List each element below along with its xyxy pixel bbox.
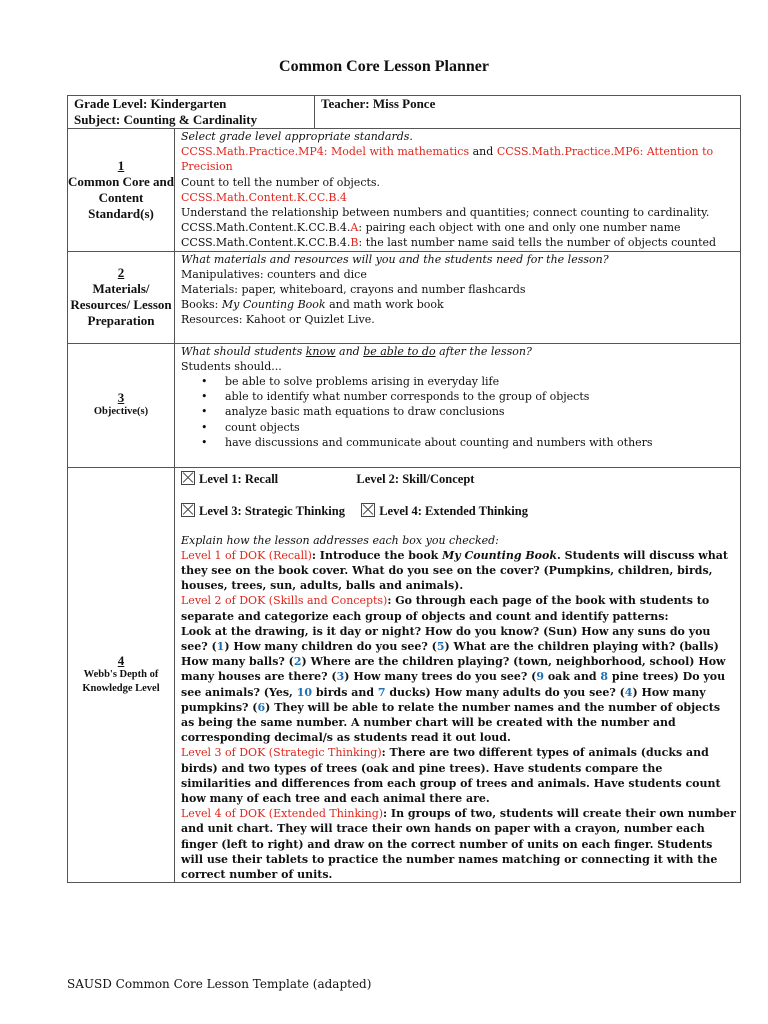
level-2-label: Level 2: Skill/Concept	[356, 471, 475, 486]
grade-level: Grade Level: Kindergarten	[74, 96, 227, 111]
dok-label: Webb's Depth of Knowledge Level	[82, 668, 160, 694]
header-row	[68, 96, 741, 129]
dok-level-1-explanation: Level 1 of DOK (Recall): Introduce the book My Counting Book. Students will discuss what they see on the book cover. What do you see on the cover? (Pumpkins, children, birds, houses, trees, sun, adults, balls and animals).	[181, 548, 728, 593]
level-3-label: Level 3: Strategic Thinking	[199, 503, 345, 518]
teacher-cell	[315, 96, 741, 129]
level-4-checkbox[interactable]	[361, 503, 375, 517]
dok-level-2-questions: Look at the drawing, is it day or night? How do you know? (Sun) How any suns do you see? (1) How many children do you see? (5) What are the children playing with? (balls) How many balls? (2) Where are the children playing? (town, neighborhood, school) How many houses are there? (3) How many trees do you see? (9 oak and 8 pine trees) Do you see animals? (Yes, 10 birds and 7 ducks) How many adults do you see? (4) How many pumpkins? (6) They will be able to relate the number names and the number of objects as being the same number. A number chart will be created with the number and corresponding decimal/s as students read it out loud.	[181, 624, 726, 745]
dok-level-3-explanation: Level 3 of DOK (Strategic Thinking): There are two different types of animals (ducks and birds) and two types of trees (oak and pine trees). Have students compare the similarities and differences from each group of trees and animals. Have students count how many of each tree and each animal there are.	[181, 746, 721, 806]
dok-label-cell	[68, 467, 175, 883]
materials-prompt: What materials and resources will you and the students need for the lesson?	[181, 252, 609, 266]
list-item: • analyze basic math equations to draw conclusions	[201, 404, 736, 419]
list-item: • be able to solve problems arising in everyday life	[201, 374, 736, 389]
standard-b: CCSS.Math.Content.K.CC.B.4.B: the last number name said tells the number of objects counted	[181, 236, 717, 250]
content-standard-code: CCSS.Math.Content.K.CC.B.4	[181, 190, 347, 204]
lesson-plan-table	[67, 95, 741, 883]
dok-row	[68, 467, 741, 883]
materials-number: 2	[117, 265, 125, 281]
objectives-label: Objective(s)	[93, 406, 149, 418]
objectives-list	[181, 374, 736, 450]
dok-number: 4	[117, 652, 125, 668]
grade-subject-cell	[68, 96, 315, 129]
materials-row	[68, 251, 741, 343]
list-item: • have discussions and communicate about counting and numbers with others	[201, 435, 736, 450]
level-3-checkbox[interactable]	[181, 503, 195, 517]
standard-a: CCSS.Math.Content.K.CC.B.4.A: pairing each object with one and only one number name	[181, 221, 681, 235]
level-4-label: Level 4: Extended Thinking	[379, 503, 528, 518]
dok-levels-row-1	[181, 471, 736, 487]
page-title: Common Core Lesson Planner	[279, 58, 489, 75]
practice-standard-2: CCSS.Math.Practice.MP6: Attention to Precision	[181, 145, 714, 174]
standards-content	[175, 129, 741, 252]
list-item: • able to identify what number corresponds to the group of objects	[201, 389, 736, 404]
standards-row	[68, 129, 741, 252]
dok-explain-prompt: Explain how the lesson addresses each box you checked:	[181, 533, 499, 547]
standards-label-cell	[68, 129, 175, 252]
count-line: Count to tell the number of objects.	[181, 175, 381, 189]
standards-label: Common Core and Content Standard(s)	[68, 173, 174, 221]
dok-level-4-explanation: Level 4 of DOK (Extended Thinking): In groups of two, students will create their own number and unit chart. They will trace their own hands on paper with a crayon, number each finger (left to right) and draw on the correct number of units on each finger. Students will use their tablets to practice the number names matching or connecting it with the correct number of units.	[181, 807, 736, 882]
level-1-checkbox[interactable]	[181, 471, 195, 485]
list-item: • count objects	[201, 420, 736, 435]
materials-line-1: Manipulatives: counters and dice	[181, 267, 367, 281]
practice-standard-1: CCSS.Math.Practice.MP4: Model with mathematics	[181, 145, 470, 159]
dok-content	[175, 467, 741, 883]
objectives-number: 3	[117, 390, 125, 406]
materials-label-cell	[68, 251, 175, 343]
dok-levels-row-2	[181, 503, 736, 519]
objectives-content	[175, 343, 741, 467]
materials-label: Materials/ Resources/ Lesson Preparation	[70, 281, 172, 329]
materials-content	[175, 251, 741, 343]
teacher: Teacher: Miss Ponce	[321, 96, 436, 111]
and-text: and	[469, 145, 497, 159]
standards-prompt: Select grade level appropriate standards.	[181, 130, 413, 143]
objectives-intro: Students should...	[181, 359, 282, 373]
objectives-label-cell	[68, 343, 175, 467]
resources-line: Resources: Kahoot or Quizlet Live.	[181, 313, 375, 327]
objectives-row	[68, 343, 741, 467]
footer-text: SAUSD Common Core Lesson Template (adapted)	[67, 977, 372, 991]
level-1-label: Level 1: Recall	[199, 471, 279, 486]
understand-line: Understand the relationship between numbers and quantities; connect counting to cardinality.	[181, 206, 710, 220]
objectives-prompt: What should students know and be able to do after the lesson?	[181, 344, 532, 358]
materials-line-2: Materials: paper, whiteboard, crayons and number flashcards	[181, 283, 526, 297]
standards-number: 1	[117, 157, 125, 173]
books-line: Books: My Counting Book and math work book	[181, 298, 444, 312]
dok-level-2-explanation: Level 2 of DOK (Skills and Concepts): Go through each page of the book with students to separate and categorize each group of objects and count and identify patterns:	[181, 594, 710, 623]
subject: Subject: Counting & Cardinality	[74, 112, 258, 127]
